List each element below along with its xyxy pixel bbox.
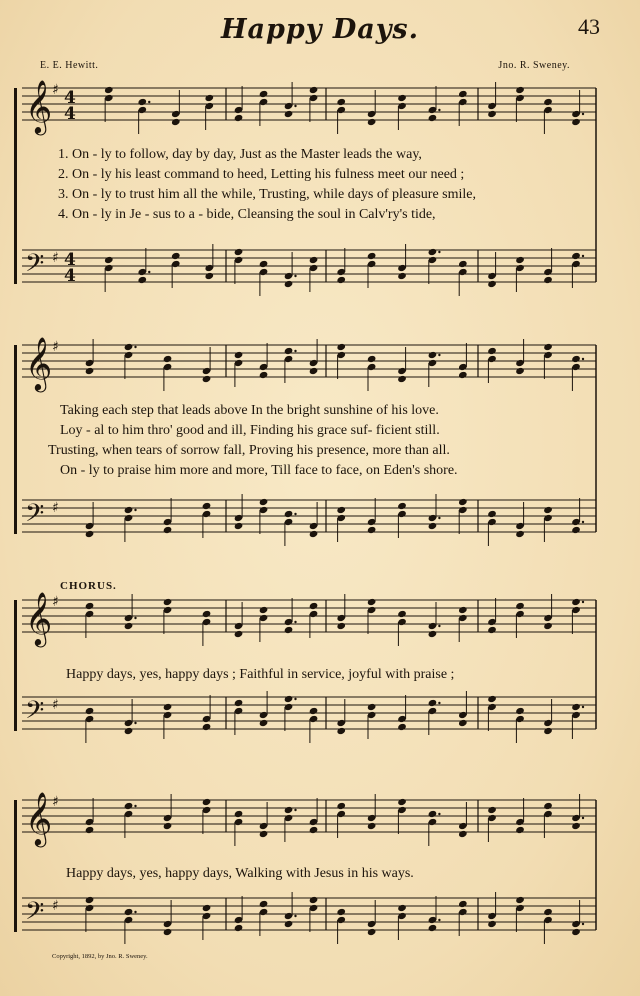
note-head <box>163 822 173 830</box>
note-head <box>336 727 346 735</box>
note-head <box>124 506 134 514</box>
copyright-notice: Copyright, 1892, by Jno. R. Sweney. <box>52 953 148 960</box>
note-head <box>543 98 553 106</box>
system-brace-3 <box>14 600 17 731</box>
note-head <box>259 260 269 268</box>
note-head <box>137 276 147 284</box>
note-head <box>284 920 294 928</box>
note-head <box>284 510 294 518</box>
note-head <box>85 826 95 834</box>
dot <box>294 275 296 277</box>
dot <box>438 109 440 111</box>
note-head <box>104 256 114 264</box>
verse-line-4a: 4. On - ly in Je - sus to a - bide, Cleansing the soul in Calv'ry's tide, <box>58 207 436 222</box>
composer-credit: Jno. R. Sweney. <box>498 60 570 71</box>
note-head <box>515 896 525 904</box>
note-head <box>367 118 377 126</box>
note-head <box>137 98 147 106</box>
dot <box>582 817 584 819</box>
note-head <box>202 502 212 510</box>
treble-clef-icon: 𝄞 <box>25 79 53 133</box>
note-head <box>234 924 244 932</box>
note-head <box>543 343 553 351</box>
note-head <box>124 622 134 630</box>
note-head <box>515 530 525 538</box>
note-head <box>543 802 553 810</box>
dot <box>134 617 136 619</box>
note-head <box>571 252 581 260</box>
dot <box>438 625 440 627</box>
note-head <box>204 94 214 102</box>
sharp-icon: ♯ <box>52 82 59 98</box>
note-head <box>367 822 377 830</box>
note-head <box>458 498 468 506</box>
note-head <box>204 272 214 280</box>
note-head <box>515 256 525 264</box>
sharp-icon: ♯ <box>52 500 59 516</box>
note-head <box>259 90 269 98</box>
note-head <box>309 896 319 904</box>
note-head <box>515 826 525 834</box>
dot <box>148 271 150 273</box>
note-head <box>171 252 181 260</box>
note-head <box>163 703 173 711</box>
dot <box>438 919 440 921</box>
dot <box>582 255 584 257</box>
note-head <box>515 707 525 715</box>
dot <box>294 350 296 352</box>
note-head <box>571 355 581 363</box>
note-head <box>487 920 497 928</box>
note-head <box>367 526 377 534</box>
note-head <box>309 367 319 375</box>
note-head <box>458 719 468 727</box>
note-head <box>543 276 553 284</box>
note-head <box>85 367 95 375</box>
dot <box>582 521 584 523</box>
note-head <box>543 622 553 630</box>
note-head <box>367 703 377 711</box>
note-head <box>397 94 407 102</box>
note-head <box>571 703 581 711</box>
sharp-icon: ♯ <box>52 898 59 914</box>
note-head <box>259 900 269 908</box>
note-head <box>458 90 468 98</box>
note-head <box>428 351 438 359</box>
note-head <box>458 900 468 908</box>
dot <box>294 915 296 917</box>
dot <box>438 251 440 253</box>
note-head <box>336 506 346 514</box>
time-signature: 4 <box>64 266 76 286</box>
note-head <box>571 598 581 606</box>
note-head <box>397 723 407 731</box>
sharp-icon: ♯ <box>52 339 59 355</box>
note-head <box>163 928 173 936</box>
note-head <box>487 510 497 518</box>
note-head <box>85 707 95 715</box>
verse-line-1a: 1. On - ly to follow, day by day, Just as the Master leads the way, <box>58 147 422 162</box>
sharp-icon: ♯ <box>52 594 59 610</box>
note-head <box>104 86 114 94</box>
note-head <box>202 904 212 912</box>
note-head <box>85 896 95 904</box>
time-signature: 4 <box>64 88 76 108</box>
note-head <box>163 355 173 363</box>
note-head <box>234 810 244 818</box>
note-head <box>336 802 346 810</box>
note-head <box>234 114 244 122</box>
dot <box>438 517 440 519</box>
note-head <box>309 530 319 538</box>
note-head <box>515 367 525 375</box>
note-head <box>309 256 319 264</box>
note-head <box>234 248 244 256</box>
note-head <box>543 727 553 735</box>
note-head <box>124 802 134 810</box>
note-head <box>428 630 438 638</box>
sharp-icon: ♯ <box>52 697 59 713</box>
note-head <box>259 498 269 506</box>
verse-line-4b: On - ly to praise him more and more, Till face to face, on Eden's shore. <box>60 463 458 478</box>
note-head <box>259 606 269 614</box>
bass-clef-icon: 𝄢 <box>25 499 45 534</box>
note-head <box>309 602 319 610</box>
note-head <box>458 260 468 268</box>
dot <box>294 105 296 107</box>
dot <box>582 601 584 603</box>
note-head <box>571 526 581 534</box>
note-head <box>397 272 407 280</box>
sharp-icon: ♯ <box>52 794 59 810</box>
dot <box>294 809 296 811</box>
note-head <box>428 924 438 932</box>
verse-line-2a: 2. On - ly his least command to heed, Letting his fulness meet our need ; <box>58 167 465 182</box>
note-head <box>309 86 319 94</box>
note-head <box>309 826 319 834</box>
note-head <box>543 506 553 514</box>
treble-clef-icon: 𝄞 <box>25 591 53 645</box>
note-head <box>336 908 346 916</box>
note-head <box>458 371 468 379</box>
note-head <box>259 830 269 838</box>
note-head <box>487 695 497 703</box>
note-head <box>543 908 553 916</box>
note-head <box>367 252 377 260</box>
page-number: 43 <box>578 14 600 39</box>
dot <box>294 698 296 700</box>
note-head <box>487 110 497 118</box>
bass-clef-icon: 𝄢 <box>25 897 45 932</box>
note-head <box>397 904 407 912</box>
verse-line-2b: Loy - al to him thro' good and ill, Finding his grace suf- ficient still. <box>60 423 440 438</box>
note-head <box>487 347 497 355</box>
dot <box>134 911 136 913</box>
note-head <box>487 806 497 814</box>
system-brace-2 <box>14 345 17 534</box>
note-head <box>367 598 377 606</box>
dot <box>134 805 136 807</box>
note-head <box>284 280 294 288</box>
note-head <box>428 810 438 818</box>
note-head <box>234 630 244 638</box>
chorus-label: CHORUS. <box>60 580 117 592</box>
dot <box>582 706 584 708</box>
note-head <box>259 371 269 379</box>
dot <box>148 101 150 103</box>
verse-line-3a: 3. On - ly to trust him all the while, Trusting, while days of pleasure smile, <box>58 187 477 202</box>
note-head <box>163 598 173 606</box>
note-head <box>124 908 134 916</box>
note-head <box>234 699 244 707</box>
note-head <box>336 343 346 351</box>
note-head <box>397 798 407 806</box>
note-head <box>336 622 346 630</box>
system-brace-4 <box>14 800 17 932</box>
sharp-icon: ♯ <box>52 250 59 266</box>
note-head <box>397 610 407 618</box>
dot <box>438 354 440 356</box>
note-head <box>202 610 212 618</box>
verse-line-3b: Trusting, when tears of sorrow fall, Proving his presence, more than all. <box>48 443 450 458</box>
chorus-line-1: Happy days, yes, happy days ; Faithful in service, joyful with praise ; <box>66 667 455 682</box>
note-head <box>202 723 212 731</box>
note-head <box>284 695 294 703</box>
note-head <box>284 626 294 634</box>
note-head <box>234 522 244 530</box>
treble-clef-icon: 𝄞 <box>25 791 53 845</box>
note-head <box>487 626 497 634</box>
note-head <box>367 355 377 363</box>
note-head <box>515 86 525 94</box>
note-head <box>284 110 294 118</box>
verse-line-1b: Taking each step that leads above In the bright sunshine of his love. <box>60 403 439 418</box>
time-signature: 4 <box>64 104 76 124</box>
note-head <box>284 806 294 814</box>
note-head <box>428 248 438 256</box>
note-head <box>124 727 134 735</box>
bass-clef-icon: 𝄢 <box>25 696 45 731</box>
chorus-line-2: Happy days, yes, happy days, Walking with Jesus in his ways. <box>66 866 414 881</box>
time-signature: 4 <box>64 250 76 270</box>
dot <box>294 513 296 515</box>
note-head <box>428 114 438 122</box>
dot <box>294 621 296 623</box>
system-brace-1 <box>14 88 17 284</box>
note-head <box>458 830 468 838</box>
note-head <box>571 118 581 126</box>
note-head <box>85 602 95 610</box>
note-head <box>259 719 269 727</box>
note-head <box>571 928 581 936</box>
note-head <box>284 347 294 355</box>
note-head <box>163 526 173 534</box>
dot <box>438 702 440 704</box>
note-head <box>202 375 212 383</box>
dot <box>134 509 136 511</box>
note-head <box>397 502 407 510</box>
bass-clef-icon: 𝄢 <box>25 249 45 284</box>
note-head <box>397 375 407 383</box>
note-head <box>571 822 581 830</box>
note-head <box>487 280 497 288</box>
hymn-title: Happy Days. <box>220 14 420 45</box>
dot <box>134 346 136 348</box>
note-head <box>367 928 377 936</box>
note-head <box>85 530 95 538</box>
note-head <box>458 606 468 614</box>
note-head <box>171 118 181 126</box>
note-head <box>428 522 438 530</box>
dot <box>134 722 136 724</box>
note-head <box>428 699 438 707</box>
dot <box>582 113 584 115</box>
note-head <box>336 98 346 106</box>
dot <box>438 813 440 815</box>
note-head <box>124 343 134 351</box>
note-head <box>202 798 212 806</box>
note-head <box>336 276 346 284</box>
note-head <box>234 351 244 359</box>
note-head <box>515 602 525 610</box>
note-head <box>309 707 319 715</box>
dot <box>582 358 584 360</box>
lyricist-credit: E. E. Hewitt. <box>40 60 99 71</box>
treble-clef-icon: 𝄞 <box>25 336 53 390</box>
dot <box>582 923 584 925</box>
